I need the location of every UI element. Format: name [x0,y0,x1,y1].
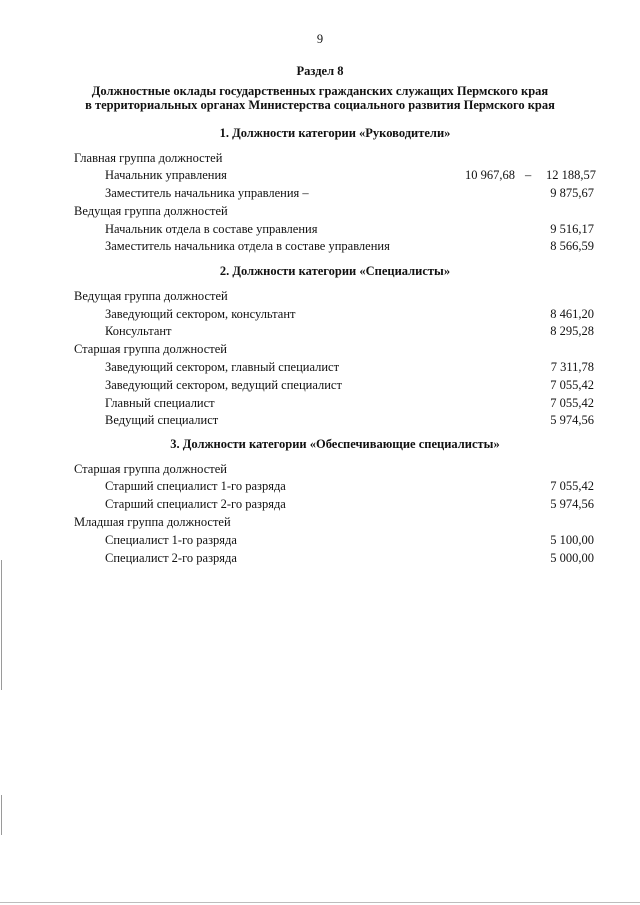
position-name: Заведующий сектором, ведущий специалист [105,378,342,392]
salary-value: 7 055,42 [550,378,594,392]
group-row [0,149,640,167]
position-name: Консультант [105,324,172,338]
position-row [0,549,640,567]
position-row [0,166,640,184]
position-row [0,237,640,255]
group-row [0,513,640,531]
salary-value: 8 461,20 [550,307,594,321]
position-name: Старший специалист 1-го разряда [105,479,286,493]
position-name: Заместитель начальника управления – [105,186,309,200]
scan-edge-line [0,902,640,903]
salary-value: 5 974,56 [550,497,594,511]
position-row [0,322,640,340]
position-row [0,531,640,549]
group-label: Младшая группа должностей [74,515,231,529]
salary-value: 7 055,42 [550,396,594,410]
position-row [0,411,640,429]
group-row [0,460,640,478]
document-title [60,84,580,112]
group-label: Старшая группа должностей [74,462,227,476]
section-title: Раздел 8 [296,64,344,78]
salary-range-high: 12 188,57 [546,168,596,182]
position-name: Специалист 1-го разряда [105,533,237,547]
position-name: Главный специалист [105,396,215,410]
position-name: Старший специалист 2-го разряда [105,497,286,511]
category-heading-managers: 1. Должности категории «Руководители» [219,126,451,140]
salary-value: 8 566,59 [550,239,594,253]
position-name: Начальник отдела в составе управления [105,222,318,236]
salary-value: 7 311,78 [550,360,594,374]
position-row [0,477,640,495]
scan-edge-line [1,560,2,690]
salary-value: 9 516,17 [550,222,594,236]
position-row [0,358,640,376]
scan-edge-line [1,795,2,835]
position-row [0,184,640,202]
position-name: Начальник управления [105,168,227,182]
document-title-line-2: в территориальных органах Министерства социального развития Пермского края [85,98,555,112]
salary-value: 9 875,67 [550,186,594,200]
document-title-line-1: Должностные оклады государственных гражданских служащих Пермского края [91,84,549,98]
page-number: 9 [316,32,324,46]
group-label: Главная группа должностей [74,151,223,165]
group-label: Ведущая группа должностей [74,204,228,218]
position-row [0,394,640,412]
position-name: Заведующий сектором, консультант [105,307,296,321]
position-name: Ведущий специалист [105,413,219,427]
salary-value: 5 000,00 [550,551,594,565]
position-name: Заведующий сектором, главный специалист [105,360,340,374]
salary-value: 5 100,00 [550,533,594,547]
salary-range-dash: – [525,168,532,182]
salary-value: 5 974,56 [550,413,594,427]
salary-value: 7 055,42 [550,479,594,493]
position-row [0,305,640,323]
group-row [0,287,640,305]
category-heading-support-specialists: 3. Должности категории «Обеспечивающие специалисты» [170,437,500,451]
position-row [0,495,640,513]
position-row [0,220,640,238]
group-row [0,340,640,358]
group-row [0,202,640,220]
group-label: Старшая группа должностей [74,342,227,356]
salary-range-low: 10 967,68 [465,168,515,182]
position-name: Заместитель начальника отдела в составе управления [105,239,390,253]
group-label: Ведущая группа должностей [74,289,228,303]
category-heading-specialists: 2. Должности категории «Специалисты» [219,264,451,278]
salary-value: 8 295,28 [550,324,594,338]
position-name: Специалист 2-го разряда [105,551,237,565]
position-row [0,376,640,394]
